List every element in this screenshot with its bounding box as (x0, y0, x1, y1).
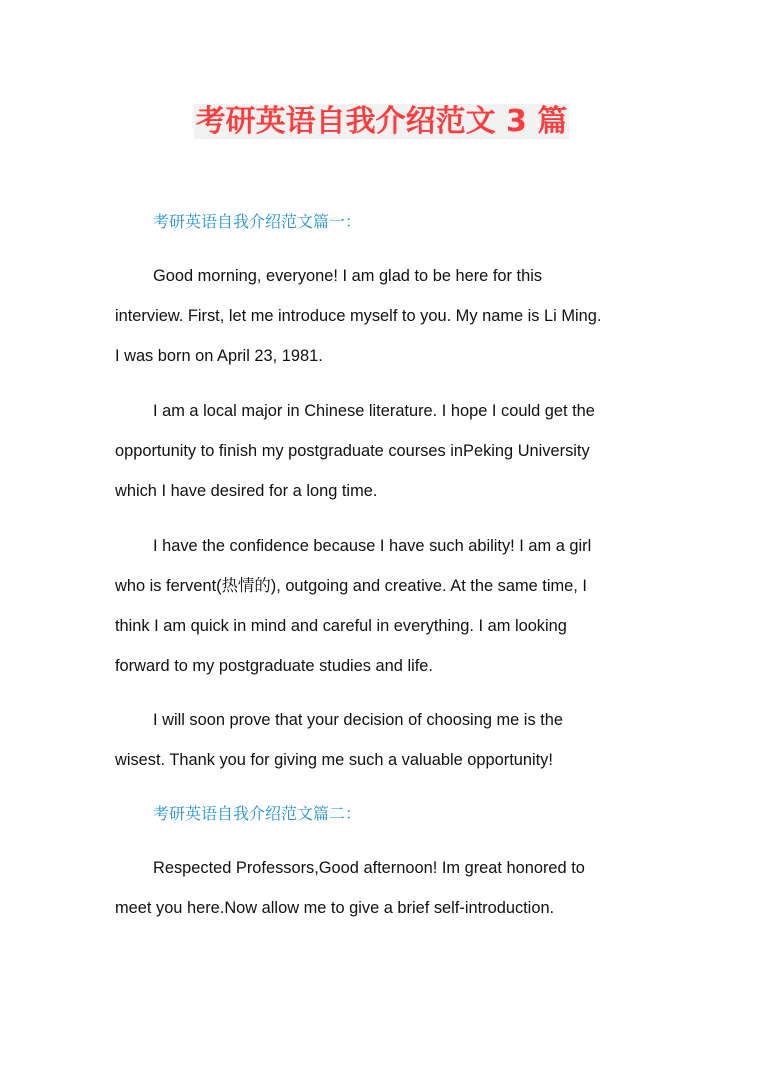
document-title (0, 98, 763, 146)
paragraph-line: I will soon prove that your decision of choosing me is the (153, 711, 563, 729)
paragraph-1-3 (115, 526, 655, 686)
paragraph-line: I have the confidence because I have such ability! I am a girl (153, 537, 592, 555)
document-title-text: 考研英语自我介绍范文 3 篇 (195, 104, 568, 139)
paragraph-line: Good morning, everyone! I am glad to be here for this (153, 267, 543, 285)
paragraph-line: interview. First, let me introduce myself to you. My name is Li Ming. (115, 307, 602, 325)
paragraph-line: I was born on April 23, 1981. (115, 347, 323, 365)
paragraph-line: opportunity to finish my postgraduate courses inPeking University (115, 442, 590, 460)
paragraph-line: Respected Professors,Good afternoon! Im great honored to (153, 859, 585, 877)
paragraph-1-4 (115, 700, 655, 780)
paragraph-1-1 (115, 256, 655, 376)
paragraph-2-1 (115, 848, 655, 928)
paragraph-line: I am a local major in Chinese literature. I hope I could get the (153, 402, 595, 420)
paragraph-line: wisest. Thank you for giving me such a valuable opportunity! (115, 751, 553, 769)
paragraph-1-2 (115, 391, 655, 511)
paragraph-line: think I am quick in mind and careful in everything. I am looking (115, 617, 567, 635)
paragraph-line: meet you here.Now allow me to give a brief self-introduction. (115, 899, 555, 917)
paragraph-line: which I have desired for a long time. (115, 482, 378, 500)
section-heading-2: 考研英语自我介绍范文篇二： (153, 804, 362, 823)
section-heading-1: 考研英语自我介绍范文篇一： (153, 212, 362, 231)
paragraph-line: forward to my postgraduate studies and life. (115, 657, 433, 675)
paragraph-line: who is fervent(热情的), outgoing and creative. At the same time, I (115, 577, 587, 595)
